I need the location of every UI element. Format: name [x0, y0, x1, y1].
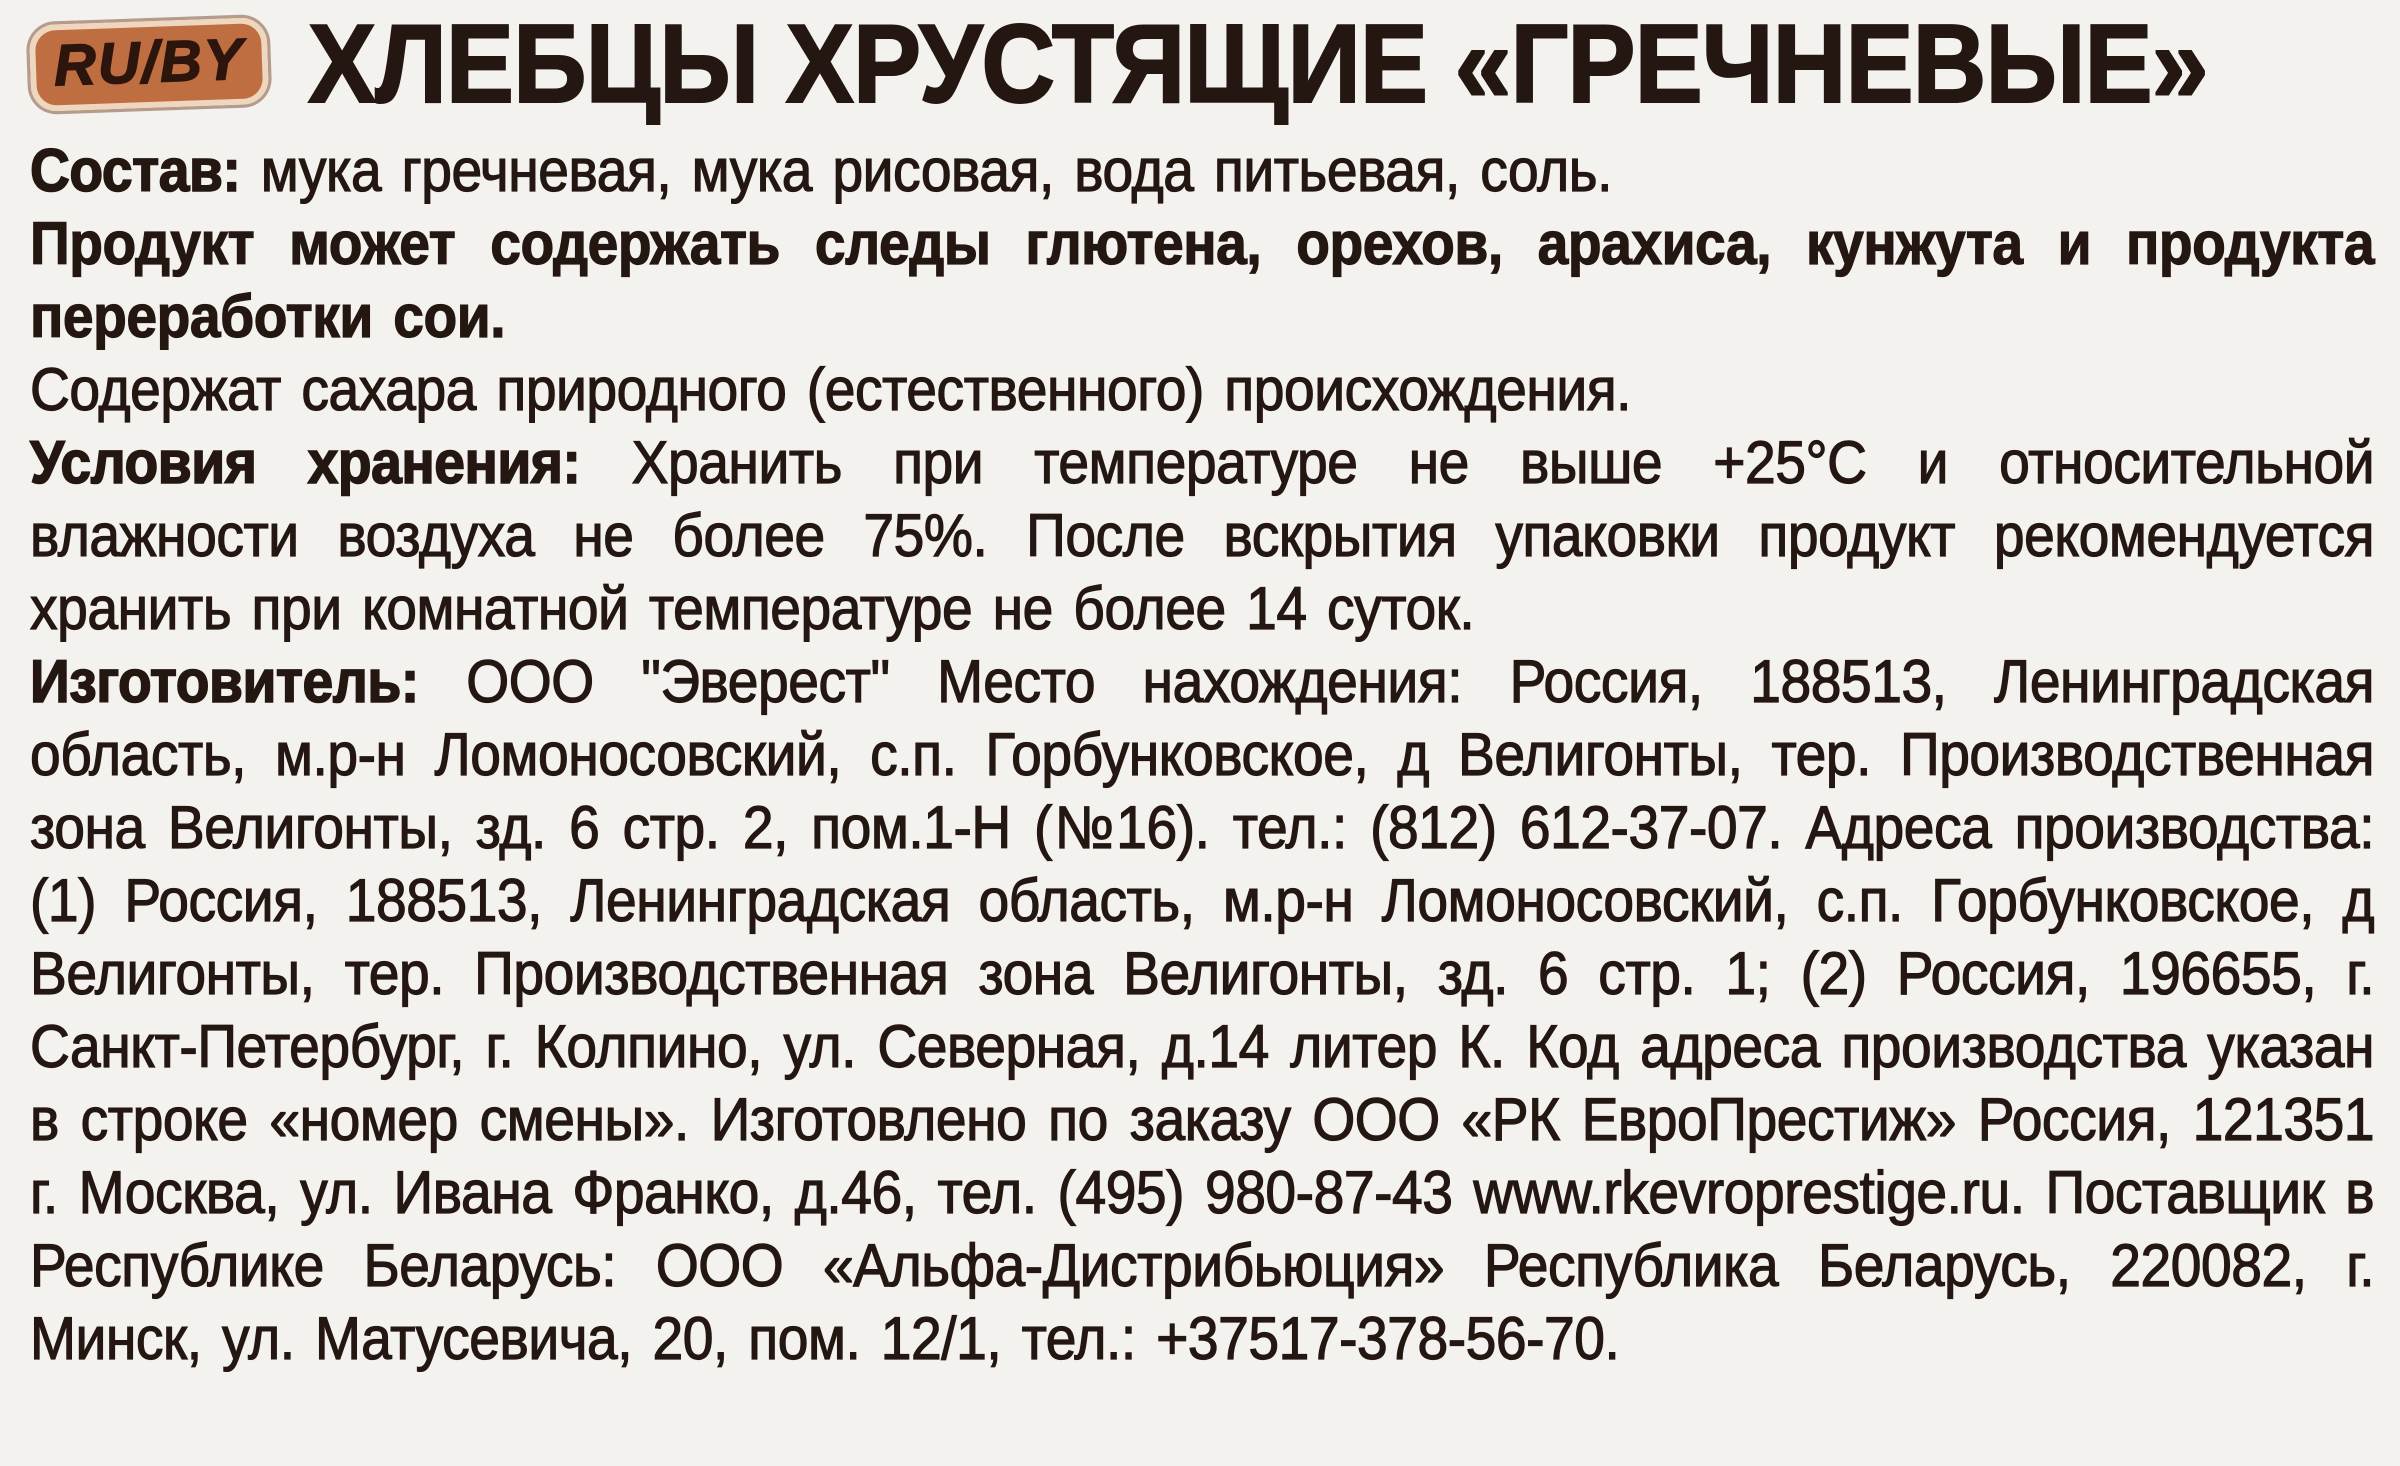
storage-label: Условия хранения: [30, 429, 581, 496]
allergen-warning: Продукт может содержать следы глютена, орехов, арахиса, кунжута и продукта переработки сои. [30, 210, 2375, 350]
manufacturer-block [30, 645, 2374, 1375]
manufacturer-label: Изготовитель: [30, 648, 419, 715]
ru-by-badge [29, 16, 270, 111]
storage-conditions [30, 426, 2374, 645]
natural-sugar-note: Содержат сахара природного (естественного) происхождения. [30, 356, 1632, 423]
composition-line [30, 134, 2374, 207]
label-header [30, 1, 2374, 126]
ru-by-badge-text: RU/BY [52, 26, 246, 98]
composition-label: Состав: [30, 137, 241, 204]
product-title: ХЛЕБЦЫ ХРУСТЯЩИЕ «ГРЕЧНЕВЫЕ» [308, 1, 2209, 126]
manufacturer-text: ООО "Эверест" Место нахождения: Россия, 188513, Ленинградская область, м.р-н Ломоносовский, с.п. Горбунковское, д Велигонты, тер. Производственная зона Велигонты, зд. 6 стр. 2, пом.1-Н (№16). тел.: (812) 612-37-07. Адреса производства: (1) Россия, 188513, Ленинградская область, м.р-н Ломоносовский, с.п. Горбунковское, д Велигонты, тер. Производственная зона Велигонты, зд. 6 стр. 1; (2) Россия, 196655, г. Санкт-Петербург, г. Колпино, ул. Северная, д.14 литер К. Код адреса производства указан в строке «номер смены». Изготовлено по заказу ООО «РК ЕвроПрестиж» Россия, 121351 г. Москва, ул. Ивана Франко, д.46, тел. (495) 980-87-43 www.rkevroprestige.ru. Поставщик в Республике Беларусь: ООО «Альфа-Дистрибьюция» Республика Беларусь, 220082, г. Минск, ул. Матусевича, 20, пом. 12/1, тел.: +37517-378-56-70. [30, 648, 2375, 1372]
title-wrap [308, 1, 2374, 126]
composition-text: мука гречневая, мука рисовая, вода питьевая, соль. [260, 137, 1612, 204]
storage-text: Хранить при температуре не выше +25°С и относительной влажности воздуха не более 75%. После вскрытия упаковки продукт рекомендуется хранить при комнатной температуре не более 14 суток. [30, 429, 2375, 642]
